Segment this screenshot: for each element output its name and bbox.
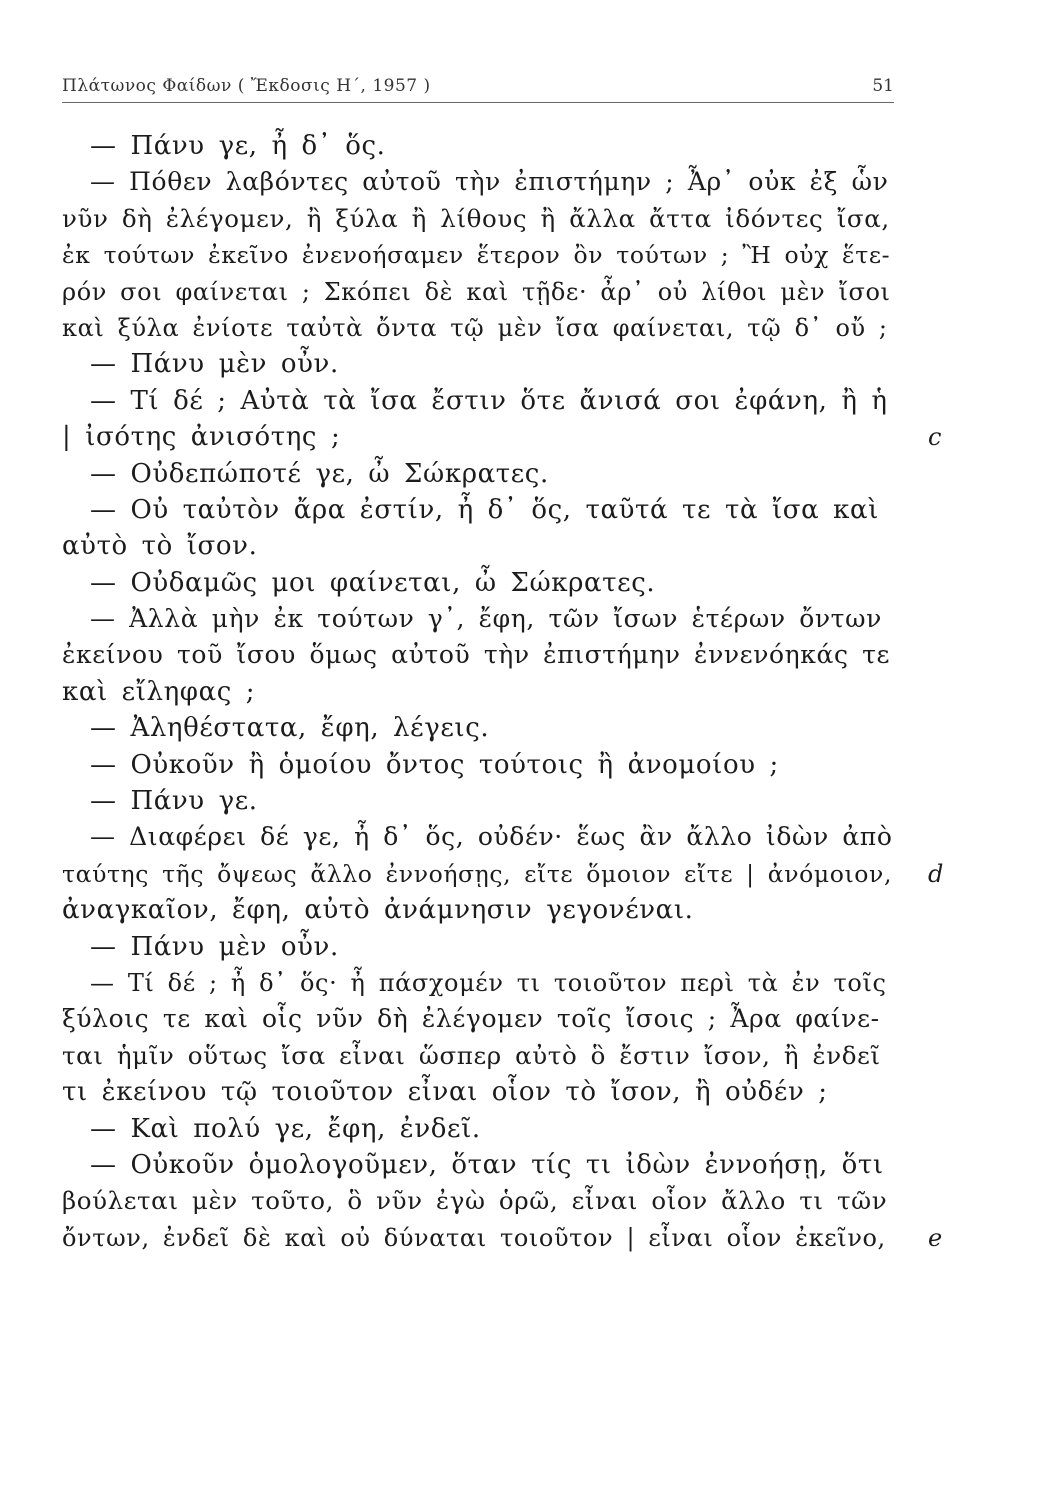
line-text: — Οὐ ταὐτὸν ἄρα ἐστίν, ἦ δ᾽ ὅς, ταῦτά τε τὰ ἴσα καὶ (90, 494, 879, 525)
line-text: | ἰσότης ἀνισότης ; (62, 422, 341, 453)
line-text: — Οὐκοῦν ἢ ὁμοίου ὄντος τούτοις ἢ ἀνομοίου ; (90, 749, 779, 780)
line-text: — Ἀληθέστατα, ἔφη, λέγεις. (90, 713, 490, 744)
text-line (62, 310, 894, 346)
line-text: — Τί δέ ; Αὐτὰ τὰ ἴσα ἔστιν ὅτε ἄνισά σοι ἐφάνη, ἢ ἡ (90, 385, 888, 416)
line-text: ὄντων, ἐνδεῖ δὲ καὶ οὐ δύναται τοιοῦτον | εἶναι οἷον ἐκεῖνο, (62, 1223, 886, 1252)
text-line (62, 274, 894, 310)
text-line (62, 819, 894, 855)
text-line (62, 1074, 894, 1110)
text-line (62, 892, 894, 928)
line-text: ται ἡμῖν οὕτως ἴσα εἶναι ὥσπερ αὐτὸ ὃ ἔστιν ἴσον, ἢ ἐνδεῖ (62, 1040, 881, 1070)
text-line (62, 565, 894, 601)
line-text: καὶ εἴληφας ; (62, 676, 256, 707)
line-text: νῦν δὴ ἐλέγομεν, ἢ ξύλα ἢ λίθους ἢ ἄλλα ἄττα ἰδόντες ἴσα, (62, 203, 890, 233)
stephanus-margin-mark: c (928, 423, 943, 452)
text-line (62, 1111, 894, 1147)
line-text: — Πόθεν λαβόντες αὐτοῦ τὴν ἐπιστήμην ; Ἆρ᾽ οὐκ ἐξ ὧν (90, 167, 889, 197)
line-text: τι ἐκείνου τῷ τοιοῦτον εἶναι οἷον τὸ ἴσον, ἢ οὐδέν ; (62, 1077, 828, 1108)
body-text (62, 128, 944, 1256)
text-line (62, 164, 894, 200)
text-line (62, 492, 894, 528)
text-line (62, 237, 894, 273)
running-head-title: Πλάτωνος Φαίδων ( Ἔκδοσις Η΄, 1957 ) (62, 76, 431, 96)
line-text: — Πάνυ γε, ἦ δ᾽ ὅς. (90, 131, 386, 161)
line-text: αὐτὸ τὸ ἴσον. (62, 531, 258, 562)
line-text: ξύλοις τε καὶ οἷς νῦν δὴ ἐλέγομεν τοῖς ἴσοις ; Ἆρα φαίνε- (62, 1004, 880, 1034)
line-text: ἐκείνου τοῦ ἴσου ὅμως αὐτοῦ τὴν ἐπιστήμην ἐννενόηκάς τε (62, 640, 891, 670)
header-rule (62, 102, 894, 103)
line-text: — Πάνυ γε. (90, 786, 258, 817)
text-line (62, 601, 894, 637)
text-line (62, 747, 894, 783)
text-line (62, 1038, 894, 1074)
line-text: καὶ ξύλα ἐνίοτε ταὐτὰ ὄντα τῷ μὲν ἴσα φαίνεται, τῷ δ᾽ οὔ ; (62, 313, 888, 342)
text-line (62, 783, 894, 819)
line-text: — Πάνυ μὲν οὖν. (90, 931, 339, 962)
page-number: 51 (872, 76, 894, 96)
line-text: — Τί δέ ; ἦ δ᾽ ὅς· ἦ πάσχομέν τι τοιοῦτον περὶ τὰ ἐν τοῖς (90, 968, 887, 997)
line-text: — Ἀλλὰ μὴν ἐκ τούτων γ᾽, ἔφη, τῶν ἴσων ἑτέρων ὄντων (90, 604, 882, 634)
text-line (62, 128, 894, 164)
line-text: ρόν σοι φαίνεται ; Σκόπει δὲ καὶ τῇδε· ἆρ᾽ οὐ λίθοι μὲν ἴσοι (62, 277, 891, 306)
stephanus-margin-mark: d (928, 859, 944, 888)
text-line (62, 419, 943, 455)
text-line (62, 637, 894, 673)
line-text: ταύτης τῆς ὄψεως ἄλλο ἐννοήσῃς, εἴτε ὅμοιον εἴτε | ἀνόμοιον, (62, 859, 893, 888)
line-text: ἐκ τούτων ἐκεῖνο ἐνενοήσαμεν ἕτερον ὂν τούτων ; Ἢ οὐχ ἕτε- (62, 241, 891, 270)
text-line (62, 929, 894, 965)
text-line (62, 1147, 894, 1183)
text-line (62, 710, 894, 746)
text-line (62, 674, 894, 710)
line-text: — Καὶ πολύ γε, ἔφη, ἐνδεῖ. (90, 1113, 481, 1144)
text-line (62, 383, 894, 419)
text-line (62, 1220, 943, 1256)
line-text: — Διαφέρει δέ γε, ἦ δ᾽ ὅς, οὐδέν· ἕως ἂν ἄλλο ἰδὼν ἀπὸ (90, 822, 893, 852)
line-text: ἀναγκαῖον, ἔφη, αὐτὸ ἀνάμνησιν γεγονέναι. (62, 895, 694, 926)
text-line (62, 856, 944, 892)
line-text: — Πάνυ μὲν οὖν. (90, 349, 339, 380)
text-line (62, 456, 894, 492)
running-head (62, 76, 894, 102)
text-line (62, 346, 894, 382)
text-line (62, 965, 894, 1001)
line-text: — Οὐδαμῶς μοι φαίνεται, ὦ Σώκρατες. (90, 567, 656, 598)
text-line (62, 1001, 894, 1037)
line-text: — Οὐκοῦν ὁμολογοῦμεν, ὅταν τίς τι ἰδὼν ἐννοήσῃ, ὅτι (90, 1149, 884, 1180)
text-line (62, 201, 894, 237)
stephanus-margin-mark: e (928, 1223, 943, 1252)
text-line (62, 528, 894, 564)
line-text: — Οὐδεπώποτέ γε, ὦ Σώκρατες. (90, 458, 549, 489)
line-text: βούλεται μὲν τοῦτο, ὃ νῦν ἐγὼ ὁρῶ, εἶναι οἷον ἄλλο τι τῶν (62, 1186, 888, 1216)
text-line (62, 1183, 894, 1219)
